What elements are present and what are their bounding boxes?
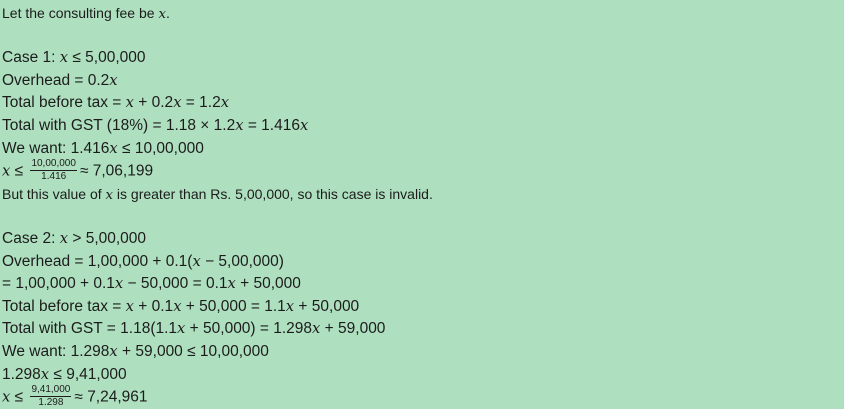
case2-we-want [2,341,844,364]
variable-x: x [125,94,134,112]
case1-gst-part-a: Total with GST (18%) = 1.18 × 1.2 [2,116,236,134]
case2-total-before-tax [2,296,844,319]
variable-x: x [235,116,244,134]
case1-bound [2,160,844,183]
case2-expand-part-c: + 50,000 [235,275,301,293]
case1-conclusion-part-b: is greater than Rs. 5,00,000, so this case is invalid. [113,185,433,202]
case2-simplify [2,364,844,387]
case2-overhead-part-a: Overhead = 1,00,000 + 0.1( [2,252,193,270]
case2-fraction [30,385,71,408]
case1-overhead-text: Overhead = 0.2 [2,71,110,89]
variable-x: x [177,320,186,338]
variable-x: x [299,116,309,134]
variable-x: x [220,94,230,112]
case2-tbt-part-d: + 50,000 [294,297,360,315]
case2-bound [2,386,844,409]
variable-x: x [59,229,69,247]
case2-expand [2,273,844,296]
fraction-numerator: 10,00,000 [31,158,76,170]
variable-x: x [192,252,201,270]
case2-gst-part-b: + 50,000) = 1.298 [185,320,313,338]
case2-heading [2,228,844,251]
case2-gst-part-c: + 59,000 [320,320,386,338]
case2-expand-part-b: − 50,000 = 0.1 [123,275,228,293]
variable-x: x [285,297,295,315]
case2-gst-part-a: Total with GST = 1.18(1.1 [2,320,178,338]
case1-tbt-part-b: + 0.2 [133,94,174,112]
spacer [2,25,844,48]
case1-heading-condition: ≤ 5,00,000 [68,49,146,67]
case1-fraction [30,159,77,182]
variable-x: x [227,275,236,293]
case1-bound-relation: ≤ [10,162,28,180]
fraction-denominator: 1.416 [41,171,67,183]
case1-tbt-part-c: = 1.2 [181,94,221,112]
case1-gst-part-b: = 1.416 [243,116,300,134]
variable-x: x [114,275,124,293]
variable-x: x [109,71,118,89]
variable-x: x [109,342,118,360]
fraction-numerator: 9,41,000 [31,384,71,396]
variable-x: x [109,139,118,157]
case2-want-part-a: We want: 1.298 [2,342,110,360]
case2-total-with-gst [2,318,844,341]
case2-tbt-part-b: + 0.1 [133,297,174,315]
variable-x: x [173,297,182,315]
case2-heading-label: Case 2: [2,229,60,247]
case1-total-with-gst [2,115,844,138]
case1-conclusion [2,183,844,206]
variable-x: x [59,49,69,67]
case1-want-part-b: ≤ 10,00,000 [117,139,204,157]
fraction-denominator: 1.298 [38,397,64,409]
variable-x: x [2,388,11,406]
spacer [2,205,844,228]
case1-heading [2,47,844,70]
case2-simplify-part-a: 1.298 [2,365,41,383]
case2-want-part-b: + 59,000 ≤ 10,00,000 [117,342,269,360]
case1-total-before-tax [2,92,844,115]
intro-text: Let the consulting fee be [2,5,159,21]
case2-bound-approx: ≈ 7,24,961 [74,388,148,406]
variable-x: x [2,162,11,180]
case1-bound-approx: ≈ 7,06,199 [79,162,154,180]
variable-x: x [125,297,134,315]
variable-x: x [312,320,321,338]
variable-x: x [173,94,182,112]
case1-tbt-part-a: Total before tax = [2,94,126,112]
case2-bound-relation: ≤ [10,388,28,406]
case2-expand-part-a: = 1,00,000 + 0.1 [2,275,115,293]
case2-heading-condition: > 5,00,000 [68,229,147,247]
variable-x: x [40,365,50,383]
case1-want-part-a: We want: 1.416 [2,139,110,157]
case1-we-want [2,138,844,161]
case1-conclusion-part-a: But this value of [2,185,106,202]
case1-overhead [2,70,844,93]
variable-x: x [105,187,114,203]
case2-tbt-part-a: Total before tax = [2,297,126,315]
case2-simplify-part-b: ≤ 9,41,000 [49,365,127,383]
variable-x: x [158,7,166,22]
case2-tbt-part-c: + 50,000 = 1.1 [181,297,286,315]
intro-line [2,2,844,25]
case2-overhead [2,251,844,274]
case1-heading-label: Case 1: [2,49,60,67]
intro-period: . [165,5,170,21]
case2-overhead-part-b: − 5,00,000) [200,252,284,270]
